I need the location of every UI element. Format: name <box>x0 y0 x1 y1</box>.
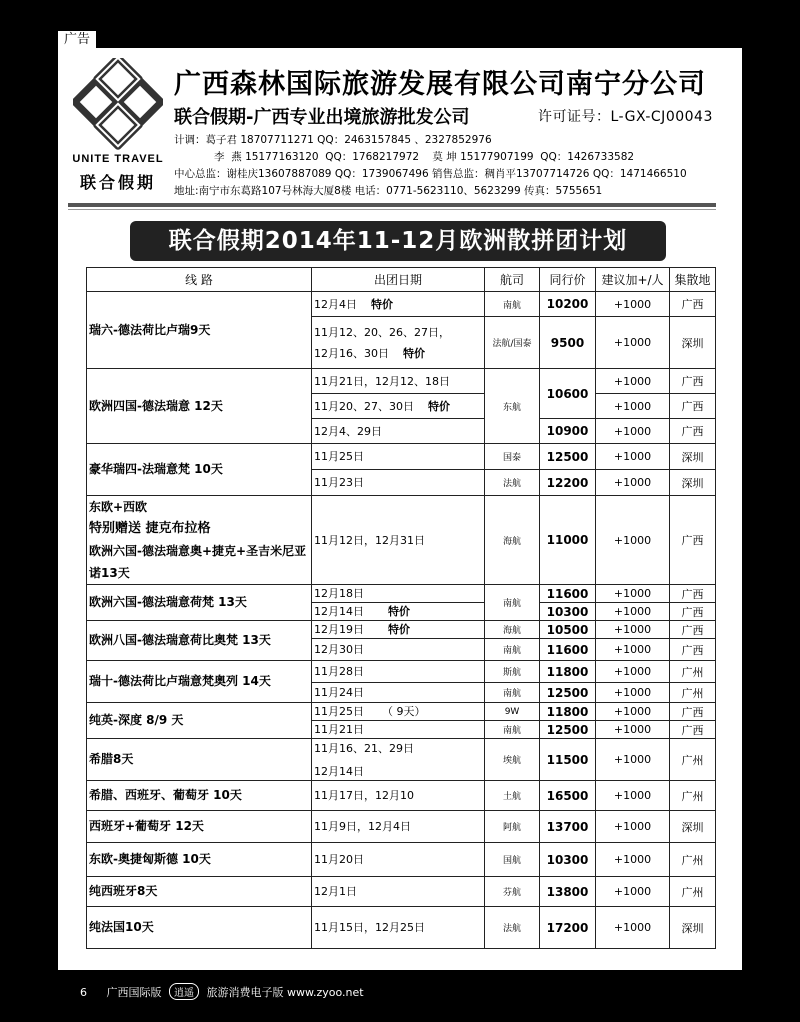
add-cell: +1000 <box>596 394 670 419</box>
add-cell: +1000 <box>596 843 670 877</box>
date-cell: 11月17日，12月10 <box>312 781 485 811</box>
price-cell: 10500 <box>540 621 596 639</box>
date-cell: 11月9日，12月4日 <box>312 811 485 843</box>
city-cell: 深圳 <box>670 811 716 843</box>
header-date: 出团日期 <box>312 268 485 292</box>
contact-line-3: 中心总监：谢桂庆13607887089 QQ：1739067496 销售总监：稠肖平13707714726 QQ：1471466510 <box>174 168 687 180</box>
date-cell: 11月25日 <box>312 444 485 470</box>
date-cell: 11月21日，12月12、18日 <box>312 369 485 394</box>
add-cell: +1000 <box>596 621 670 639</box>
add-cell: +1000 <box>596 811 670 843</box>
add-cell: +1000 <box>596 639 670 661</box>
city-cell: 深圳 <box>670 470 716 496</box>
airline-cell: 土航 <box>485 781 540 811</box>
city-cell: 广州 <box>670 661 716 683</box>
city-cell: 广西 <box>670 721 716 739</box>
add-cell: +1000 <box>596 419 670 444</box>
city-cell: 广西 <box>670 369 716 394</box>
price-cell: 16500 <box>540 781 596 811</box>
route-cell: 西班牙+葡萄牙 12天 <box>87 811 312 843</box>
add-cell: +1000 <box>596 603 670 621</box>
price-cell: 11000 <box>540 496 596 585</box>
table-header-row <box>87 268 716 292</box>
city-cell: 深圳 <box>670 907 716 949</box>
price-cell: 10300 <box>540 603 596 621</box>
date-cell: 12月1日 <box>312 877 485 907</box>
ad-label: 广告 <box>58 31 96 49</box>
logo-chinese-text: 联合假期 <box>79 173 156 192</box>
city-cell: 深圳 <box>670 317 716 369</box>
footer-website: 旅游消费电子版 www.zyoo.net <box>206 986 364 999</box>
route-cell: 瑞六-德法荷比卢瑞9天 <box>87 292 312 369</box>
city-cell: 广州 <box>670 739 716 781</box>
airline-cell: 芬航 <box>485 877 540 907</box>
airline-cell: 南航 <box>485 721 540 739</box>
table-row <box>87 811 716 843</box>
add-cell: +1000 <box>596 739 670 781</box>
add-cell: +1000 <box>596 907 670 949</box>
date-cell: 11月12日，12月31日 <box>312 496 485 585</box>
add-cell: +1000 <box>596 703 670 721</box>
city-cell: 广西 <box>670 703 716 721</box>
date-cell: 11月16、21、29日 12月14日 <box>312 739 485 781</box>
price-cell: 11600 <box>540 639 596 661</box>
brand-logo: 逍遥 <box>169 983 199 1000</box>
date-cell: 12月19日 特价 <box>312 621 485 639</box>
city-cell: 广西 <box>670 496 716 585</box>
airline-cell: 南航 <box>485 639 540 661</box>
logo-english-text: UNITE TRAVEL <box>72 153 164 165</box>
header-airline: 航司 <box>485 268 540 292</box>
airline-cell: 国泰 <box>485 444 540 470</box>
add-cell: +1000 <box>596 585 670 603</box>
add-cell: +1000 <box>596 317 670 369</box>
header-divider <box>68 203 716 207</box>
price-cell: 10600 <box>540 369 596 419</box>
table-row <box>87 292 716 317</box>
table-row <box>87 496 716 585</box>
page-number: 6 <box>80 986 87 999</box>
city-cell: 广西 <box>670 585 716 603</box>
header-departure-city: 集散地 <box>670 268 716 292</box>
header-price: 同行价 <box>540 268 596 292</box>
date-cell: 12月18日 <box>312 585 485 603</box>
route-cell: 瑞十-德法荷比卢瑞意梵奥列 14天 <box>87 661 312 703</box>
table-row <box>87 621 716 639</box>
airline-cell: 南航 <box>485 683 540 703</box>
date-cell: 11月12、20、26、27日， 12月16、30日 特价 <box>312 317 485 369</box>
city-cell: 广西 <box>670 639 716 661</box>
add-cell: +1000 <box>596 496 670 585</box>
route-cell: 纯法国10天 <box>87 907 312 949</box>
airline-cell: 海航 <box>485 496 540 585</box>
city-cell: 广州 <box>670 781 716 811</box>
route-cell: 欧洲六国-德法瑞意荷梵 13天 <box>87 585 312 621</box>
date-cell: 11月20、27、30日 特价 <box>312 394 485 419</box>
city-cell: 深圳 <box>670 444 716 470</box>
add-cell: +1000 <box>596 444 670 470</box>
airline-cell: 国航 <box>485 843 540 877</box>
airline-cell: 法航/国泰 <box>485 317 540 369</box>
city-cell: 广西 <box>670 419 716 444</box>
table-row <box>87 907 716 949</box>
add-cell: +1000 <box>596 470 670 496</box>
contact-line-2: 李 燕 15177163120 QQ：1768217972 莫 坤 15177907199 QQ：1426733582 <box>174 151 635 163</box>
price-cell: 12500 <box>540 721 596 739</box>
airline-cell: 9W <box>485 703 540 721</box>
price-cell: 11500 <box>540 739 596 781</box>
airline-cell: 东航 <box>485 369 540 444</box>
airline-cell: 南航 <box>485 292 540 317</box>
tour-schedule-table <box>86 267 716 949</box>
price-cell: 11600 <box>540 585 596 603</box>
date-cell: 11月25日 （ 9天） <box>312 703 485 721</box>
city-cell: 广西 <box>670 292 716 317</box>
contact-line-4: 地址:南宁市东葛路107号林海大厦8楼 电话：0771-5623110、5623299 传真：5755651 <box>174 185 603 197</box>
route-cell: 东欧-奥捷匈斯德 10天 <box>87 843 312 877</box>
airline-cell: 法航 <box>485 470 540 496</box>
airline-cell: 埃航 <box>485 739 540 781</box>
add-cell: +1000 <box>596 292 670 317</box>
contact-line-1: 计调：葛子君 18707711271 QQ：2463157845 、2327852976 <box>174 134 492 146</box>
table-row <box>87 739 716 781</box>
table-row <box>87 843 716 877</box>
route-cell: 欧洲四国-德法瑞意 12天 <box>87 369 312 444</box>
price-cell: 13700 <box>540 811 596 843</box>
price-cell: 10200 <box>540 292 596 317</box>
price-cell: 11800 <box>540 661 596 683</box>
unite-travel-logo <box>66 58 170 194</box>
table-row <box>87 781 716 811</box>
route-cell: 东欧+西欧 特别赠送 捷克布拉格 欧洲六国-德法瑞意奥+捷克+圣吉米尼亚诺13天 <box>87 496 312 585</box>
company-slogan: 联合假期-广西专业出境旅游批发公司 <box>174 107 470 128</box>
add-cell: +1000 <box>596 781 670 811</box>
price-cell: 10900 <box>540 419 596 444</box>
route-cell: 纯英-深度 8/9 天 <box>87 703 312 739</box>
airline-cell: 阿航 <box>485 811 540 843</box>
city-cell: 广西 <box>670 394 716 419</box>
page-footer <box>80 983 364 1000</box>
table-row <box>87 661 716 683</box>
table-row <box>87 369 716 394</box>
date-cell: 11月24日 <box>312 683 485 703</box>
route-cell: 希腊、西班牙、葡萄牙 10天 <box>87 781 312 811</box>
price-cell: 12500 <box>540 444 596 470</box>
route-cell: 希腊8天 <box>87 739 312 781</box>
table-row <box>87 703 716 721</box>
city-cell: 广西 <box>670 621 716 639</box>
city-cell: 广西 <box>670 603 716 621</box>
add-cell: +1000 <box>596 661 670 683</box>
date-cell: 12月4日 特价 <box>312 292 485 317</box>
table-row <box>87 877 716 907</box>
advert-page <box>58 48 742 970</box>
header-suggested-add: 建议加+/人 <box>596 268 670 292</box>
route-cell: 欧洲八国-德法瑞意荷比奥梵 13天 <box>87 621 312 661</box>
city-cell: 广州 <box>670 683 716 703</box>
price-cell: 12500 <box>540 683 596 703</box>
header-divider-thin <box>68 209 716 210</box>
license-number: 许可证号：L-GX-CJ00043 <box>538 109 713 125</box>
date-cell: 12月14日 特价 <box>312 603 485 621</box>
airline-cell: 斯航 <box>485 661 540 683</box>
table-row <box>87 444 716 470</box>
date-cell: 11月20日 <box>312 843 485 877</box>
add-cell: +1000 <box>596 721 670 739</box>
add-cell: +1000 <box>596 369 670 394</box>
date-cell: 12月30日 <box>312 639 485 661</box>
company-name: 广西森林国际旅游发展有限公司南宁分公司 <box>174 69 706 100</box>
date-cell: 11月21日 <box>312 721 485 739</box>
publication-name: 广西国际版 <box>106 986 162 999</box>
price-cell: 17200 <box>540 907 596 949</box>
airline-cell: 法航 <box>485 907 540 949</box>
price-cell: 11800 <box>540 703 596 721</box>
city-cell: 广州 <box>670 877 716 907</box>
endless-knot-icon <box>73 58 163 150</box>
route-cell: 豪华瑞四-法瑞意梵 10天 <box>87 444 312 496</box>
date-cell: 11月23日 <box>312 470 485 496</box>
add-cell: +1000 <box>596 877 670 907</box>
header-route: 线 路 <box>87 268 312 292</box>
add-cell: +1000 <box>596 683 670 703</box>
table-row <box>87 585 716 603</box>
price-cell: 13800 <box>540 877 596 907</box>
date-cell: 11月28日 <box>312 661 485 683</box>
price-cell: 12200 <box>540 470 596 496</box>
date-cell: 11月15日，12月25日 <box>312 907 485 949</box>
tour-schedule-table-wrap <box>86 267 715 949</box>
city-cell: 广州 <box>670 843 716 877</box>
price-cell: 9500 <box>540 317 596 369</box>
schedule-banner-title: 联合假期2014年11-12月欧洲散拼团计划 <box>130 221 666 261</box>
date-cell: 12月4、29日 <box>312 419 485 444</box>
airline-cell: 海航 <box>485 621 540 639</box>
route-cell: 纯西班牙8天 <box>87 877 312 907</box>
price-cell: 10300 <box>540 843 596 877</box>
airline-cell: 南航 <box>485 585 540 621</box>
